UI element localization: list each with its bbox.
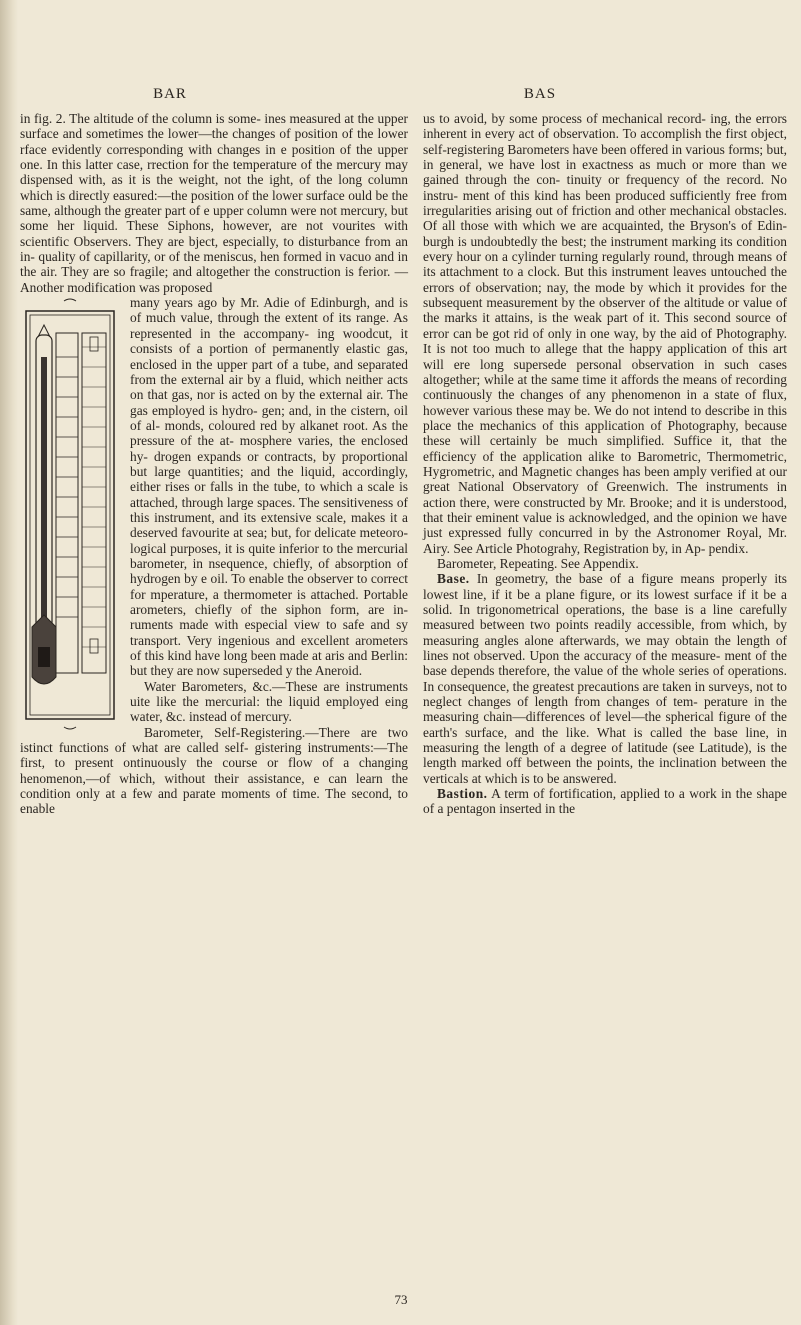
running-header-right: BAS xyxy=(523,86,557,102)
woodcut-barometer-figure xyxy=(20,297,122,732)
paragraph-self-registering: Barometer, Self-Registering.—There are two istinct functions of what are called self- gistering instruments:—The first, to present ontinuously the course or flow of a changing henomenon,—of which, without their assistance, e can learn the condition only at a few and parate moments of time. The second, to enable xyxy=(20,724,408,817)
paragraph-base xyxy=(423,571,787,786)
paragraph-photography-recording: us to avoid, by some process of mechanical record- ing, the errors inherent in every act of observation. To accomplish the first object, self-registering Barometers have been offered in various forms; but, in general, we have lost in exactness as much or more than we gained through the con- tinuity or frequency of the record. No instru- ment of this kind has been produced sufficiently free from irregularities arising out of friction and other mechanical obstacles. Of all those with which we are acquainted, the Bryson's of Edin- burgh is undoubtedly the best; the instrument marking its condition every hour on a cylinder turning regularly round, through means of its attachment to a clock. But this instrument leaves untouched the errors of observation; nay, the mode by which it provides for the subsequent measurement by the observer of the altitude or value of the marks it attains, is the weak part of it. This second source of error can be got rid of only in one way, by the aid of Photography. It is not too much to allege that the happy application of this art will ere long supersede personal observation in such cases altogether; while at the same time it affords the means of recording continuously the changes of any phenomenon in a state of flux, however various these may be. We do not intend to describe in this place the mechanics of this application of Photography, because these will certainly be much simplified. Suffice it, that the efficiency of the application alike to Barometric, Thermometric, Hygrometric, and Magnetic changes has been amply verified at our great National Observatory of Greenwich. The instruments in action there, were constructed by Mr. Brooke; and it is understood, that their eminent value is acknowledged, and the opinion we have just expressed fully concurred in by the Astronomer Royal, Mr. Airy. See Article Photograhy, Registration by, in Ap- pendix. xyxy=(423,111,787,556)
page-number: 73 xyxy=(394,1292,408,1307)
paragraph-repeating-barometer: Barometer, Repeating. See Appendix. xyxy=(437,555,639,571)
entry-term-bastion: Bastion. xyxy=(437,786,488,802)
entry-term-base: Base. xyxy=(437,571,470,587)
right-column xyxy=(423,111,787,817)
page-gutter-shadow xyxy=(0,0,18,1325)
paragraph-adie-barometer: many years ago by Mr. Adie of Edinburgh, and is of much value, through the extent of its range. As represented in the accompany- ing woodcut, it consists of a portion of permanently elastic gas, enclosed in the upper part of a tube, and separated from the external air by a fluid, which neither acts on that gas, nor is acted on by the external air. The gas employed is hydro- gen; and, in the cistern, oil of al- monds, coloured red by alkanet root. As the pressure of the at- mosphere varies, the enclosed hy- drogen expands or contracts, by proportional but large quantities; and the liquid, accordingly, either rises or falls in the tube, to which a scale is attached, through large spaces. The sensitiveness of this instrument, and its extensive scale, makes it a deserved favourite at sea; but, for delicate meteoro- logical purposes, it is quite inferior to the mercurial barometer, in nsequence, chiefly, of absorption of hydrogen by e oil. To enable the observer to correct for mperature, a thermometer is attached. Portable arometers, chiefly of the siphon form, are in- ruments made with especial view to safe and sy transport. Very ingenious and excellent arometers of this kind have long been made at aris and Berlin: but they are now superseded y the Aneroid. xyxy=(130,295,408,679)
paragraph-bastion xyxy=(423,786,787,817)
entry-text-bastion: A term of fortification, applied to a work in the shape of a pentagon inserted in the xyxy=(423,786,787,817)
barometer-illustration xyxy=(20,297,122,732)
running-header-left: BAR xyxy=(153,86,187,102)
paragraph-water-barometers: Water Barometers, &c.—These are instruments uite like the mercurial: the liquid employed eing water, &c. instead of mercury. xyxy=(130,678,408,725)
left-column xyxy=(20,111,408,817)
entry-text-base: In geometry, the base of a figure means properly its lowest line, if it be a plane figure, or its lowest surface if it be a solid. In trigonometrical operations, the base is a line carefully measured between two points readily accessible, from which, by measuring angles alone afterwards, we may obtain the length of lines not observed. Upon the accuracy of the measure- ment of the base depends therefore, the value of the whole series of operations. In consequence, the greatest precautions are taken in surveys, not to neglect changes of length from changes of tem- perature in the measuring chain—differences of level—the spherical figure of the earth's surface, and the like. What is called the base line, in measuring the length of a degree of latitude (see Latitude), is the length marked off between the points, the inclination between the verticals at which is to be answered. xyxy=(423,571,787,786)
paragraph-siphon-barometer: in fig. 2. The altitude of the column is some- ines measured at the upper surface and sometimes the lower—the changes of position of the lower rface evidently corresponding with changes in e position of the upper one. In this latter case, rrection for the temperature of the mercury may dispensed with, as it is the weight, not the ight, of the long column which is directly easured:—the position of the lower surface ould be the same, although the greater part of e upper column were not mercury, but some her liquid. These Siphons, however, are not vourites with scientific Observers. They are bject, especially, to disturbance from an in- quality of capillarity, or of the meniscus, hen formed in vacuo and in the air. They are so fragile; and altogether the construction is ferior. — Another modification was proposed xyxy=(20,111,408,295)
